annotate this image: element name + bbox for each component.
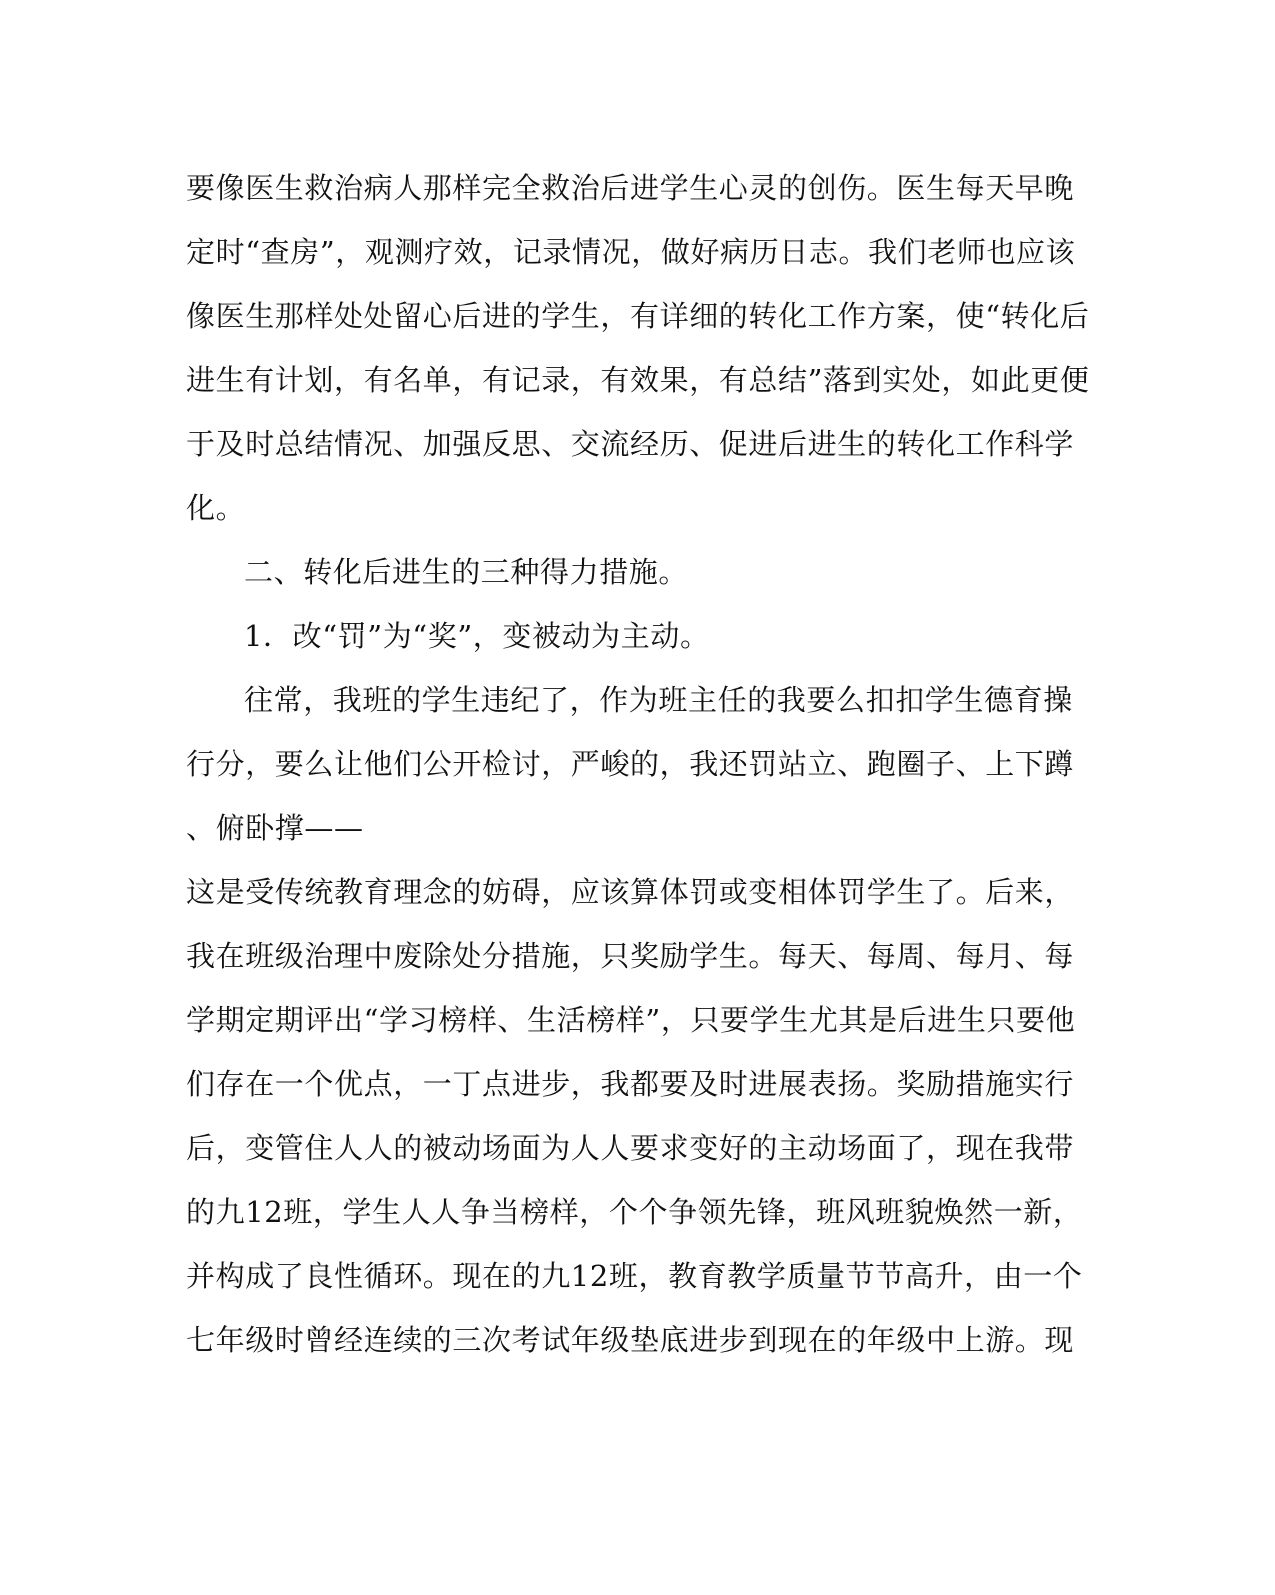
text-line-5: 于及时总结情况、加强反思、交流经历、促进后进生的转化工作科学: [186, 427, 1075, 461]
text-line-16: 后，变管住人人的被动场面为人人要求变好的主动场面了，现在我带: [186, 1131, 1075, 1165]
text-line-12: 这是受传统教育理念的妨碍，应该算体罚或变相体罚学生了。后来，: [186, 875, 1075, 909]
text-line-3: 像医生那样处处留心后进的学生，有详细的转化工作方案，使“转化后: [186, 299, 1090, 333]
text-line-19: 七年级时曾经连续的三次考试年级垫底进步到现在的年级中上游。现: [186, 1323, 1075, 1357]
text-line-9: 往常，我班的学生违纪了，作为班主任的我要么扣扣学生德育操: [244, 683, 1073, 717]
text-line-4: 进生有计划，有名单，有记录，有效果，有总结”落到实处，如此更便: [186, 363, 1090, 397]
text-line-15: 们存在一个优点，一丁点进步，我都要及时进展表扬。奖励措施实行: [186, 1067, 1075, 1101]
text-line-13: 我在班级治理中废除处分措施，只奖励学生。每天、每周、每月、每: [186, 939, 1075, 973]
text-line-11: 、俯卧撑——: [186, 811, 364, 845]
text-line-18: 并构成了良性循环。现在的九12班，教育教学质量节节高升，由一个: [186, 1259, 1083, 1293]
text-line-1: 要像医生救治病人那样完全救治后进学生心灵的创伤。医生每天早晚: [186, 171, 1075, 205]
text-line-6: 化。: [186, 491, 246, 525]
section-heading: 二、转化后进生的三种得力措施。: [244, 555, 689, 589]
text-line-14: 学期定期评出“学习榜样、生活榜样”，只要学生尤其是后进生只要他: [186, 1003, 1076, 1037]
subsection-heading: 1．改“罚”为“奖”，变被动为主动。: [244, 619, 710, 653]
text-line-2: 定时“查房”，观测疗效，记录情况，做好病历日志。我们老师也应该: [186, 235, 1076, 269]
text-line-10: 行分，要么让他们公开检讨，严峻的，我还罚站立、跑圈子、上下蹲: [186, 747, 1075, 781]
text-line-17: 的九12班，学生人人争当榜样，个个争领先锋，班风班貌焕然一新，: [186, 1195, 1083, 1229]
